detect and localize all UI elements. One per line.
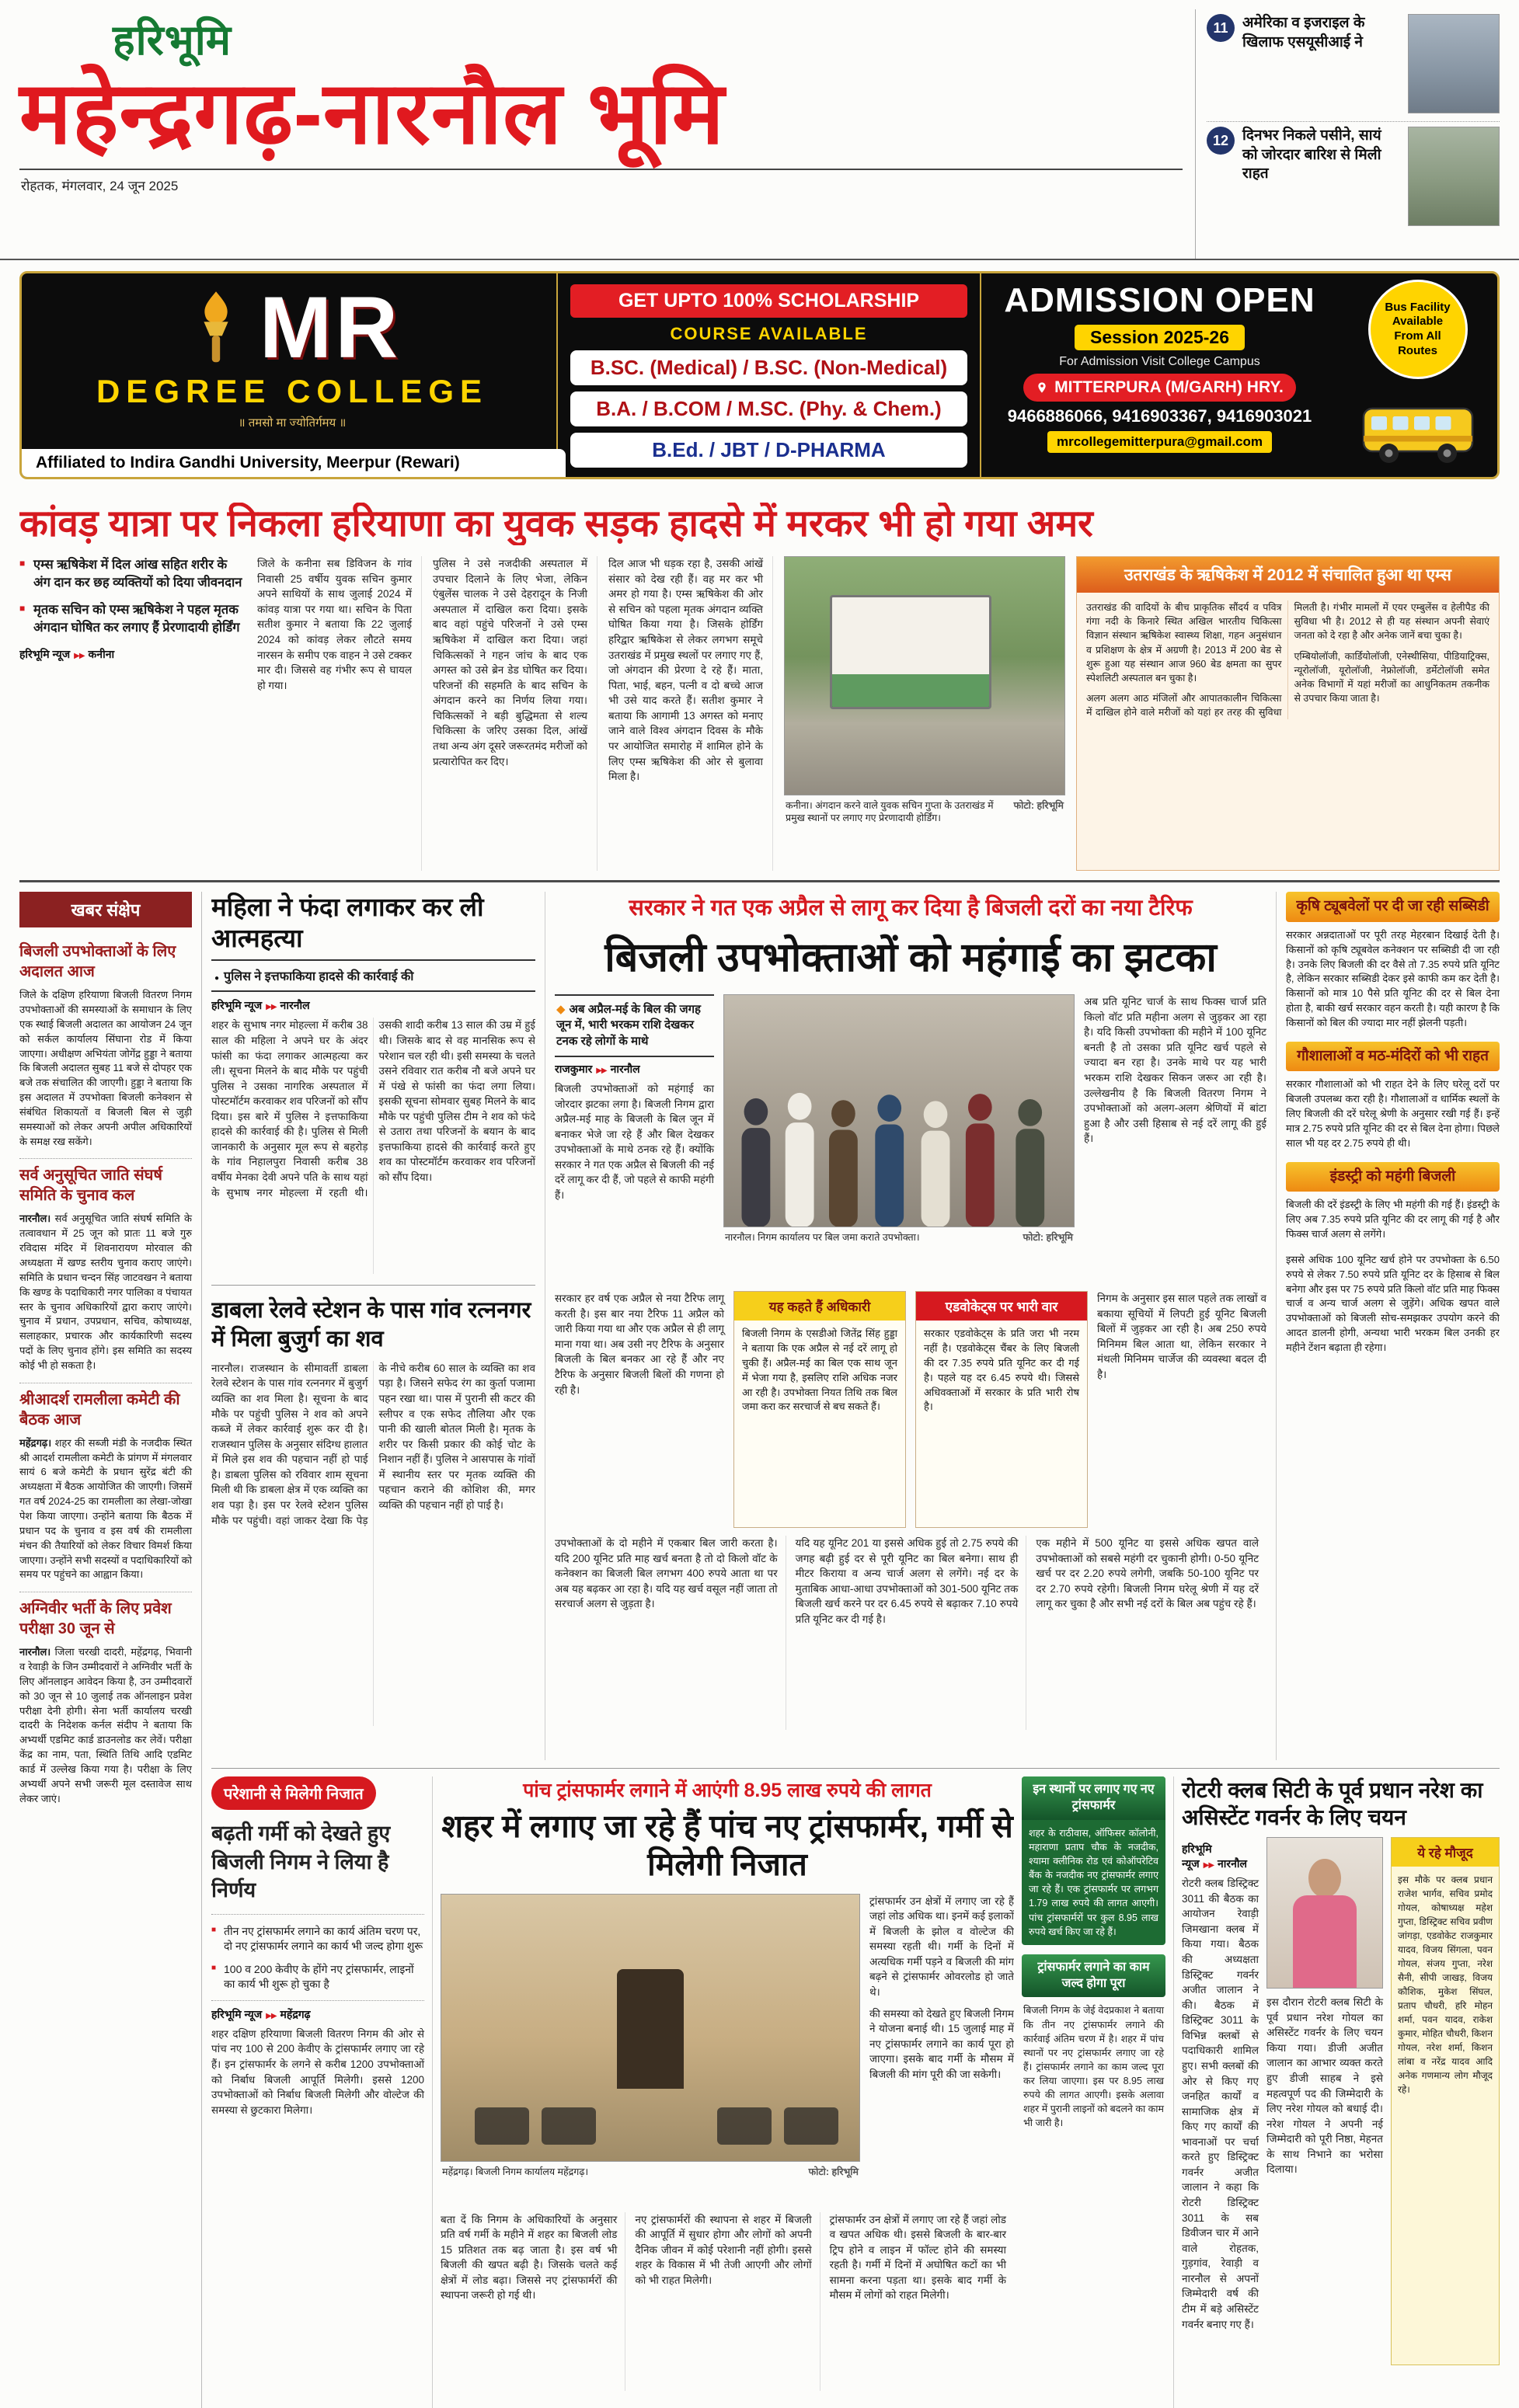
story-headline: रोटरी क्लब सिटी के पूर्व प्रधान नरेश का असिस्टेंट गवर्नर के लिए चयन bbox=[1182, 1778, 1483, 1830]
article-column: जिले के कनीना सब डिविजन के गांव निवासी 25 वर्षीय युवक सचिन कुमार अपने साथियों के साथ जुलाई 2024 में कांवड़ यात्रा पर गया था। सचिन के पिता सतीश कुमार ने बताया कि 22 जुलाई 2024 को कांवड़ लेकर लौटते समय नारसन के समीप एक वाहन ने उसे टक्कर मार दी। जिससे वह गंभीर रूप से घायल हो गया। bbox=[257, 556, 422, 871]
masthead-briefs bbox=[1195, 9, 1500, 259]
photo-credit: फोटो: हरिभूमि bbox=[1013, 800, 1064, 812]
college-email: mrcollegemitterpura@gmail.com bbox=[1047, 431, 1272, 453]
lead-photo-figure bbox=[784, 556, 1065, 871]
ad-bus-section bbox=[1338, 273, 1497, 477]
story-divider bbox=[211, 1285, 535, 1286]
transformer-story bbox=[441, 1776, 1014, 2408]
byline: हरिभूमि न्यूज ▶▶ कनीना bbox=[19, 647, 246, 662]
article-column: बता दें कि निगम के अधिकारियों के अनुसार प्रति वर्ष गर्मी के महीने में शहर का बिजली लोड 15 प्रतिशत तक बढ़ जाता है। इस वर्ष भी बिजली की खपत बढ़ी है। जिसके चलते कई क्षेत्रों में लोड बढ़ा। जिससे नए ट्रांसफार्मरों की स्थापना जरूरी हो गई थी। bbox=[441, 2212, 625, 2391]
photo-caption: फोटो: हरिभूमि महेंद्रगढ़। बिजली निगम कार्यालय महेंद्रगढ़। bbox=[442, 2166, 859, 2177]
suicide-story bbox=[211, 892, 535, 1274]
article-column: बिजली उपभोक्ताओं को महंगाई का जोरदार झटका लगा है। बिजली निगम द्वारा अप्रैल-मई माह के बिजली के बिल जून में बनाकर भेजे जा रहे हैं और बिल देखकर उपभोक्ताओं के माथे ठनक रहे हैं। क्योंकि सरकार ने गत एक अप्रैल से बिजली की नई दरें लागू कर दी हैं, जो पहले से काफी महंगी हैं। bbox=[555, 1082, 714, 1201]
masthead-brief-item bbox=[1207, 9, 1500, 121]
brief-headline: अमेरिका व इजराइल के खिलाफ एसयूसीआई ने bbox=[1242, 15, 1365, 50]
ad-courses bbox=[558, 273, 981, 477]
highlight-point: ■ मृतक सचिन को एम्स ऋषिकेश ने पहल मृतक अंगदान घोषित कर लगाए हैं प्रेरणादायी होर्डिंग bbox=[19, 601, 246, 637]
gaushala-box: गौशालाओं व मठ-मंदिरों को भी राहत सरकार गौशालाओं को भी राहत देने के लिए घरेलू दरों पर बिजली उपलब्ध करा रही है। गौशालाओं व धार्मिक स्थलों के लिए बिजली की दरें घरेलू श्रेणी के अनुसार रखी गई हैं। इन्हें मात्र 2.75 रुपये प्रति यूनिट की दर से बिल देना होगा। पिछले साल भी यह दर 2.75 रुपये ही थी। bbox=[1286, 1042, 1500, 1151]
crowd-photo-figure bbox=[723, 994, 1075, 1283]
parked-bike bbox=[542, 2107, 596, 2145]
relief-point: ■ तीन नए ट्रांसफार्मर लगाने का कार्य अंतिम चरण पर, दो नए ट्रांसफार्मर लगाने का कार्य भी जल्द होगा शुरू bbox=[211, 1924, 424, 1954]
page-title: महेन्द्रगढ़-नारनौल भूमि bbox=[19, 64, 725, 162]
course-ba: B.A. / B.COM / M.SC. (Phy. & Chem.) bbox=[570, 391, 967, 426]
green-boxes-column bbox=[1022, 1776, 1165, 2408]
box-title: ये रहे मौजूद bbox=[1392, 1838, 1499, 1867]
highlight-point: ■ एम्स ऋषिकेश में दिल आंख सहित शरीर के अंग दान कर छह व्यक्तियों को दिया जीवनदान bbox=[19, 556, 246, 592]
article-side-column: ट्रांसफार्मर उन क्षेत्रों में लगाए जा रहे हैं जहां लोड अधिक था। इनमें कई इलाकों में बिजली के झोल व वोल्टेज की समस्या रहती थी। गर्मी के दिनों में अत्यधिक गर्मी पड़ने व बिजली की मांग बढ़ने से ट्रांसफार्मर ओवरलोड हो जाते थे। की समस्या को देखते हुए बिजली निगम ने योजना बनाई थी। 15 जुलाई माह में नए ट्रांसफार्मर लगाने का कार्य पूरा हो जाएगा। इसके बाद गर्मी के मौसम में बिजली की मांग पूरी की जा सकेगी। bbox=[869, 1895, 1014, 2080]
hoarding-board bbox=[830, 595, 992, 709]
photo-caption: फोटो: हरिभूमि कनीना। अंगदान करने वाले युवक सचिन गुप्ता के उतराखंड में प्रमुख स्थानों पर लगाए गए प्रेरणादायी होर्डिंग। bbox=[786, 800, 1064, 824]
session-badge: Session 2025-26 bbox=[1075, 325, 1245, 350]
story-kicker: सरकार ने गत एक अप्रैल से लागू कर दिया है बिजली दरों का नया टैरिफ bbox=[629, 896, 1193, 921]
parked-bike bbox=[717, 2107, 772, 2145]
relief-column bbox=[211, 1776, 433, 2408]
attendees-box: ये रहे मौजूद इस मौके पर क्लब प्रधान राजेश भार्गव, सचिव प्रमोद गोयल, कोषाध्यक्ष महेश गुप्ता, डिस्ट्रिक्ट सचिव प्रवीण जांगड़ा, एडवोकेट राजकुमार यादव, विजय सिंगला, पवन गोयल, संजय गुप्ता, नरेश सैनी, सीपी जाखड़, विजय कौशिक, मुकेश सिंघल, प्रताप चौधरी, हरि मोहन शर्मा, पवन यादव, राकेश कुमार, मोहित चौधरी, किशन गोयल, नरेश शर्मा, किशन लांबा व नरेंद्र यादव आदि अनेक गणमान्य लोग मौजूद रहे। bbox=[1391, 1837, 1500, 2365]
section-divider bbox=[19, 880, 1500, 882]
college-torch-logo bbox=[183, 287, 249, 368]
speaker-photo bbox=[1266, 1837, 1383, 1989]
advocates-box: एडवोकेट्स पर भारी वार सरकार एडवोकेट्स के प्रति जरा भी नरम नहीं है। एडवोकेट्स चैंबर के लिए बिजली की दर 7.35 रुपये प्रति यूनिट कर दी गई है। पहले यह दर 6.45 रुपये थी। जिससे अधिवक्ताओं में सरकार के प्रति भारी रोष है। bbox=[915, 1291, 1088, 1528]
story-kicker: पांच ट्रांसफार्मर लगाने में आएंगी 8.95 लाख रुपये की लागत bbox=[523, 1780, 932, 1802]
photo-credit: फोटो: हरिभूमि bbox=[1023, 1232, 1073, 1244]
speaker-body bbox=[1293, 1895, 1357, 1989]
lead-story bbox=[0, 490, 1519, 871]
relief-badge: परेशानी से मिलेगी निजात bbox=[211, 1776, 376, 1810]
scholarship-banner: GET UPTO 100% SCHOLARSHIP bbox=[570, 284, 967, 318]
ad-college-identity bbox=[22, 273, 558, 477]
rail-tail-text: इससे अधिक 100 यूनिट खर्च होने पर उपभोक्ता के 6.50 रुपये से लेकर 7.50 रुपये प्रति यूनिट दर के हिसाब से बिल बनेगा और इस पर 75 रुपये प्रति किलो वॉट प्रति माह फिक्स चार्ज व अन्य चार्ज अलग से जुड़ेंगे। अधिक खपत वाले उपभोक्ताओं को बिजली सोच-समझकर उपयोग करने की आदत डालनी होगी, अन्यथा भारी भरकम बिल उनकी हर महीने टेंशन बढ़ाता ही रहेगा। bbox=[1286, 1253, 1500, 1353]
dateline: रोहतक, मंगलवार, 24 जून 2025 bbox=[21, 178, 179, 193]
relief-point: ■ 100 व 200 केवीए के होंगे नए ट्रांसफार्मर, लाइनों का कार्य भी शुरू हो चुका है bbox=[211, 1962, 424, 1992]
location-pin-icon bbox=[1036, 381, 1048, 394]
article-column: यदि यह यूनिट 201 या इससे अधिक हुई तो 2.75 रुपये की जगह बढ़ी हुई दर से पूरी यूनिट का बिल बनेगा। साथ ही मीटर किराया व अन्य चार्ज अलग से लगेंगे। नई दर के मुताबिक आधा-आधा उपभोक्ताओं को 301-500 यूनिट तक बिजली खर्च करने पर दर 6.45 रुपये से बढ़ाकर 7.10 रुपये प्रति यूनिट कर दी गई है। bbox=[796, 1536, 1027, 1730]
masthead-left bbox=[19, 9, 1195, 259]
sidebox-title: उतराखंड के ऋषिकेश में 2012 में संचालित हुआ था एम्स bbox=[1077, 557, 1499, 593]
ad-admission-info bbox=[981, 273, 1338, 477]
article-column: शहर दक्षिण हरियाणा बिजली वितरण निगम की ओर से पांच नए 100 से 200 केवीए के ट्रांसफार्मर लगाए जा रहे हैं। इन ट्रांसफार्मर के लगने से करीब 1200 उपभोक्ताओं को निर्बाध बिजली आपूर्ति मिलेगी। इससे 1200 उपभोक्ताओं को निर्बाध बिजली मिलेगी और वोल्टेज की समस्या से छुटकारा मिलेगा। bbox=[211, 2027, 424, 2116]
parked-bike bbox=[475, 2107, 529, 2145]
box-title: यह कहते हैं अधिकारी bbox=[734, 1292, 905, 1321]
byline: हरिभूमि न्यूज ▶▶ नारनौल bbox=[211, 998, 535, 1013]
hoarding-photo bbox=[784, 556, 1065, 795]
story-body: नारनौल। राजस्थान के सीमावर्ती डाबला रेलवे स्टेशन के पास गांव रत्ननगर में बुजुर्ग व्यक्ति का शव मिला है। सूचना के बाद मौके पर पहुंची पुलिस ने शव को अपने कब्जे में लेकर कार्रवाई शुरू कर दी है। राजस्थान पुलिस के अनुसार संदिग्ध हालात में मिले इस शव की पहचान नहीं हो पाई है। डाबला पुलिस को रविवार शाम सूचना मिली थी कि डाबला क्षेत्र में एक व्यक्ति का शव पड़ा है। इस पर रेलवे स्टेशन पुलिस मौके पर पहुंची। वहां जाकर देखा कि पेड़ के नीचे करीब 60 साल के व्यक्ति का शव पड़ा है। जिसने सफेद रंग का कुर्ता पजामा पहन रखा था। पास में पुरानी सी कटर की स्लीपर व एक सफेद तौलिया और एक पानी की खाली बोतल मिली है। मृतक के शरीर पर किसी प्रकार की कोई चोट के निशान नहीं हैं। पुलिस ने आसपास के गांवों में स्थानीय स्तर पर मृतक व्यक्ति की पहचान कराने की कोशिश की, मगर व्यक्ति की पहचान नहीं हो पाई है। bbox=[211, 1362, 535, 1526]
rail-box-title: गौशालाओं व मठ-मंदिरों को भी राहत bbox=[1286, 1042, 1500, 1072]
college-affiliation: Affiliated to Indira Gandhi University, Meerpur (Rewari) bbox=[22, 449, 566, 477]
course-bsc: B.SC. (Medical) / B.SC. (Non-Medical) bbox=[570, 350, 967, 385]
college-address: MITTERPURA (M/GARH) HRY. bbox=[1023, 374, 1296, 402]
power-tariff-story bbox=[555, 892, 1266, 1760]
brand-logo: हरिभूमि bbox=[113, 17, 232, 64]
brief-headline: दिनभर निकले पसीने, सायं को जोरदार बारिश से मिली राहत bbox=[1242, 127, 1381, 183]
college-name: DEGREE COLLEGE bbox=[96, 373, 489, 409]
sidebox-body: उतराखंड की वादियों के बीच प्राकृतिक सौंदर्य व पवित्र गंगा नदी के किनारे स्थित अखिल भारतीय चिकित्सा विज्ञान संस्थान ऋषिकेश स्वास्थ्य शिक्षा, गहन अनुसंधान व प्रशिक्षण के क्षेत्र में अग्रणी है। 2013 में 200 बेड से शुरू हुआ यह संस्थान आज 960 बेड क्षमता का सुपर स्पेशलिटी अस्पताल बन चुका है। अलग अलग आठ मंजिलों और आपातकालीन चिकित्सा में दाखिल होने वाले मरीजों को यहां हर तरह की सुविधा मिलती है। गंभीर मामलों में एयर एम्बुलेंस व हेलीपैड की सुविधा भी है। 2012 से ही यह संस्थान अपनी सेवाएं जनता को दे रहा है और अनेक जानें बचा चुका है। एम्बियोलॉजी, कार्डियोलॉजी, एनेस्थीसिया, पीडियाट्रिक्स, न्यूरोलॉजी, यूरोलॉजी, नेफ्रोलॉजी, डर्मेटोलॉजी समेत अनेक विभागों में यहां मरीजों का आधुनिकतम तकनीक से उपचार किया जाता है। bbox=[1086, 602, 1489, 719]
box-title: इन स्थानों पर लगाए गए नए ट्रांसफार्मर bbox=[1022, 1776, 1165, 1820]
news-brief: सर्व अनुसूचित जाति संघर्ष समिति के चुनाव कल नारनौल। सर्व अनुसूचित जाति संघर्ष समिति के तत्वावधान में 25 जून को प्रातः 11 बजे गुरु रविदास मंदिर में शिवनारायण मोरवाल की अध्यक्षता में खण्ड स्तरीय चुनाव कराए जाएंगे। समिति के प्रधान चन्दन सिंह जाटवखन ने बताया कि खण्ड के पदाधिकारी नगर पालिका व पंचायत स्तर के चुनाव अधिकारियों द्वारा कराए जाएंगे। चुनाव में प्रधान, उपप्रधान, सचिव, कोषाध्यक्ष, सलाहकार, प्रचारक और कार्यकारिणी सदस्य पदों के लिए चुनाव होंगे। इस समिति का सदस्य कोई भी हो सकता है। bbox=[19, 1158, 192, 1382]
photo-credit: फोटो: हरिभूमि bbox=[808, 2166, 859, 2177]
speaker-head bbox=[1308, 1859, 1340, 1898]
story-subhead: ● पुलिस ने इत्तफाकिया हादसे की कार्रवाई की bbox=[211, 959, 535, 992]
college-motto: ॥ तमसो मा ज्योतिर्गमय ॥ bbox=[238, 416, 347, 430]
article-column: पुलिस ने उसे नजदीकी अस्पताल में उपचार दिलाने के लिए भेजा, लेकिन एंबुलेंस चालक ने उसे देहरादून के निजी अस्पताल में दाखिल करा दिया। इसके बाद वहां पहुंचे परिजनों ने उसे एम्स ऋषिकेश में दाखिल करा दिया। जहां चिकित्सकों ने गहन जांच के बाद एक अगस्त को उसे ब्रेन डेड घोषित कर दिया। परिजनों की सहमति के बाद सचिन के अंगदान करने का निर्णय लिया गया। चिकित्सकों ने बड़ी बुद्धिमता से शल्य चिकित्सा के जरिए उसका दिल, आंखें तथा अन्य अंग दूसरे जरूरतमंद मरीजों को प्रत्यारोपित कर दिए। bbox=[433, 556, 597, 871]
bill-counter-photo bbox=[723, 994, 1075, 1227]
story-bullet: ◆ अब अप्रैल-मई के बिल की जगह जून में, भारी भरकम राशि देखकर टनक रहे लोगों के माथे bbox=[555, 994, 714, 1057]
article-column: हरिभूमि न्यूज ▶▶ नारनौल रोटरी क्लब डिस्ट्रिक्ट 3011 की बैठक का आयोजन रेवाड़ी जिमखाना क्लब में किया गया। बैठक की अध्यक्षता डिस्ट्रिक्ट गवर्नर अजीत जालान ने की। बैठक में डिस्ट्रिक्ट 3011 के विभिन्न क्लबों से पदाधिकारी शामिल हुए। सभी क्लबों की ओर से किए गए जनहित कार्यों व सामाजिक क्षेत्र में किए गए कार्यों की भावनाओं पर चर्चा करते हुए डिस्ट्रिक्ट गवर्नर अजीत जालान ने कहा कि रोटरी डिस्ट्रिक्ट 3011 के सब डिवीजन चार में आने वाले रोहतक, गुड़गांव, रेवाड़ी व नारनौल से अपनों जिम्मेदारी वर्ष की टीम में बड़े असिस्टेंट गवर्नर बनाए गए हैं। bbox=[1182, 1837, 1259, 2365]
byline: हरिभूमि न्यूज ▶▶ महेंद्रगढ़ bbox=[211, 2000, 424, 2022]
second-column-stories bbox=[211, 892, 545, 1760]
crowd-silhouettes bbox=[724, 1065, 1074, 1227]
news-briefs-header: खबर संक्षेप bbox=[19, 892, 192, 927]
power-office-photo bbox=[441, 1894, 860, 2162]
college-advertisement bbox=[19, 271, 1500, 479]
article-column: सरकार हर वर्ष एक अप्रैल से नया टैरिफ लागू करती है। इस बार नया टैरिफ 11 अप्रैल को जारी किया गया था और एक अप्रैल से ही लागू माना गया था। अब उसी नए टैरिफ के अनुसार बिजली के बिल बनकर आ रहे हैं और नए टैरिफ के अनुसार बिजली बिलों की गणना हो रही है। bbox=[555, 1293, 724, 1396]
subsidy-box: कृषि ट्यूबवेलों पर दी जा रही सब्सिडी सरकार अन्नदाताओं पर पूरी तरह मेहरबान दिखाई देती है। किसानों को कृषि ट्यूबवेल कनेक्शन पर सब्सिडी दी जा रही है। उनके लिए बिजली की दर वैसे तो 7.35 रुपये प्रति यूनिट है, लेकिन सरकार सब्सिडी देकर इसे काफी कम कर देती है। किसानों को मात्र 10 पैसे प्रति यूनिट की दर से बिल देना होता है, बाकी खर्च सरकार वहन करती है। यही कारण है कि किसानों को बिल की ज्यादा मार नहीं झेलनी पड़ती। bbox=[1286, 892, 1500, 1031]
dabla-story bbox=[211, 1296, 535, 1726]
right-rail bbox=[1276, 892, 1500, 1760]
rail-box-title: इंडस्ट्री को महंगी बिजली bbox=[1286, 1162, 1500, 1192]
box-title: ट्रांसफार्मर लगाने का काम जल्द होगा पूरा bbox=[1022, 1954, 1165, 1998]
news-brief: बिजली उपभोक्ताओं के लिए अदालत आज जिले के दक्षिण हरियाणा बिजली वितरण निगम उपभोक्ताओं की समस्याओं के समाधान के लिए एक स्थाई बिजली अदालत का आयोजन 24 जून को सर्कल कार्यालय सिंघाना रोड में किया जाएगा। अधीक्षण अभियंता जोगेंद्र हुड्डा ने बताया कि बिजली अदालत सुबह 11 बजे से दोपहर एक बजे तक संचालित की जाएगी। हुड्डा ने बताया कि इस अदालत में उपभोक्ता बिजली कनेक्शन से संबंधित शिकायतों व बिजली बिल से जुड़ी समस्याओं को लेकर अपनी अपील अधिकारियों के समक्ष रख सकेंगे। bbox=[19, 943, 192, 1147]
article-column: दिल आज भी धड़क रहा है, उसकी आंखें संसार को देख रही हैं। वह मर कर भी अमर हो गया है। एम्स ऋषिकेश की ओर से सचिन को पहला मृतक अंगदान व्यक्ति घोषित किया गया है। जिसके होर्डिंग हरिद्वार ऋषिकेश से लेकर लगभग समूचे उतराखंड में प्रमुख स्थलों पर लगाए गए हैं, जो अंगदान की प्रेरणा दे रहे हैं। माता, पिता, भाई, बहन, पत्नी व दो बच्चे आज भी उसे याद करते हैं। सतीश कुमार ने बताया कि आगामी 13 अगस्त को मनाए जाने वाले विश्व अंगदान दिवस के मौके पर आयोजित समारोह में शामिल होने के लिए एम्स ऋषिकेश की ओर से बुलावा मिला है। bbox=[608, 556, 773, 871]
office-photo-figure bbox=[441, 1894, 860, 2204]
lead-highlights bbox=[19, 556, 246, 871]
officials-quote-box: यह कहते हैं अधिकारी बिजली निगम के एसडीओ जितेंद्र सिंह हुड्डा ने बताया कि एक अप्रैल से नई दरें लागू हो चुकी हैं। अप्रैल-मई का बिल एक साथ जून में भेजा गया है, इसलिए राशि अधिक नजर आ रही है। उपभोक्ता नियत तिथि तक बिल जमा करा कर सरचार्ज से बच सकते हैं। bbox=[733, 1291, 906, 1528]
brief-photo-rain bbox=[1408, 127, 1500, 226]
byline: हरिभूमि न्यूज ▶▶ नारनौल bbox=[1182, 1842, 1259, 1871]
story-headline: डाबला रेलवे स्टेशन के पास गांव रत्ननगर में मिला बुजुर्ग का शव bbox=[211, 1298, 531, 1352]
college-initials: MR bbox=[259, 279, 402, 376]
lead-headline: कांवड़ यात्रा पर निकला हरियाणा का युवक सड़क हादसे में मरकर भी हो गया अमर bbox=[19, 503, 1093, 545]
news-briefs-column bbox=[19, 892, 202, 2408]
masthead bbox=[0, 0, 1519, 260]
article-column: निगम के अनुसार इस साल पहले तक लाखों व बकाया सूचियों में लिपटी हुई यूनिट बिजली बिलों में जुड़कर आ रही है। अब 250 रुपये मिनिमम बिल आता था, लेकिन सरकार ने मंथली मिनिमम चार्जेज की व्यवस्था बदल दी है। bbox=[1097, 1293, 1266, 1380]
course-available-label: COURSE AVAILABLE bbox=[670, 324, 868, 343]
brief-photo-protest bbox=[1408, 14, 1500, 113]
admission-open-label: ADMISSION OPEN bbox=[1004, 281, 1315, 319]
course-bed: B.Ed. / JBT / D-PHARMA bbox=[570, 433, 967, 468]
transformer-locations-box: इन स्थानों पर लगाए गए नए ट्रांसफार्मर शहर के राठीवास, ऑफिसर कॉलोनी, महाराणा प्रताप चौक के नजदीक, श्यामा क्लीनिक रोड एवं कोऑपरेटिव बैंक के नजदीक नए ट्रांसफार्मर लगाए जा रहे हैं। एक ट्रांसफार्मर पर लगभग 1.79 लाख रुपये की लागत आएगी। पांच ट्रांसफार्मरों पर कुल 8.95 लाख रुपये खर्च किए जा रहे हैं। bbox=[1022, 1776, 1165, 1945]
story-body: शहर के सुभाष नगर मोहल्ला में करीब 38 साल की महिला ने अपने घर के अंदर फांसी का फंदा लगाकर आत्महत्या कर ली। सूचना मिलने के बाद मौके पर पहुंची पुलिस ने उसका नागरिक अस्पताल में पोस्टमॉर्टम करवाकर शव परिजनों को सौंप दिया। इस बारे में पुलिस ने इत्तफाकिया हादसे की कार्रवाई की है। पुलिस से मिली जानकारी के अनुसार मूल रूप से बहरोड़ के गांव निहालपुरा निवासी करीब 38 वर्षीय मेनका देवी अपने पति के साथ यहां के सुभाष नगर मोहल्ला में रहती थी। उसकी शादी करीब 13 साल की उम्र में हुई थी। जिसके बाद से वह मानसिक रूप से परेशान चल रही थी। इसी समस्या के चलते उसने रविवार रात करीब नौ बजे अपने घर में पंखे से फांसी का फंदा लगा लिया। इसकी सूचना सोमवार सुबह मिलने के बाद मौके पर पहुंची पुलिस टीम ने शव को फंदे से उतारा तथा परिजनों के बयान के बाद इत्तफाकिया हादसे की कार्रवाई करते हुए शव का पोस्टमॉर्टम करवाकर शव परिजनों को सौंप दिया। bbox=[211, 1019, 535, 1199]
industry-box: इंडस्ट्री को महंगी बिजली बिजली की दरें इंडस्ट्री के लिए भी महंगी की गई हैं। इंडस्ट्री के लिए अब 7.35 रुपये प्रति यूनिट की दर लागू की गई है और फिक्स चार्ज अलग से लगेंगे। bbox=[1286, 1162, 1500, 1242]
work-completion-box: ट्रांसफार्मर लगाने का काम जल्द होगा पूरा बिजली निगम के जेई वेदप्रकाश ने बताया कि तीन नए ट्रांसफार्मर लगाने की कार्रवाई अंतिम चरण में है। शहर में पांच स्थानों पर नए ट्रांसफार्मर लगाए जा रहे हैं। ट्रांसफार्मर लगाने का काम जल्द पूरा कर लिया जाएगा। इस पर 8.95 लाख रुपये की लागत आएगी। इसके अलावा शहर में पुरानी लाइनों को बदलने का काम भी जारी है। bbox=[1022, 1954, 1165, 2137]
box-title: एडवोकेट्स पर भारी वार bbox=[916, 1292, 1087, 1321]
visit-note: For Admission Visit College Campus bbox=[1059, 355, 1260, 368]
page-number-badge: 11 bbox=[1207, 14, 1235, 42]
article-column: उपभोक्ताओं के दो महीने में एकबार बिल जारी करता है। यदि 200 यूनिट प्रति माह खर्च बनता है तो दो किलो वॉट के कनेक्शन का बिजली बिल लगभग 400 रुपये आता था पर अब यह बढ़कर आ रहा है। यदि यह खर्च वसूल नहीं जाता तो सरचार्ज अलग से जुड़ता है। bbox=[555, 1536, 786, 1730]
page-number-badge: 12 bbox=[1207, 127, 1235, 155]
article-column: नए ट्रांसफार्मरों की स्थापना से शहर में बिजली की आपूर्ति में सुधार होगा और लोगों को अपनी दैनिक जीवन में कोई परेशानी नहीं होगी। इससे शहर के विकास में भी तेजी आएगी और लोगों को भी राहत मिलेगी। bbox=[635, 2212, 820, 2391]
article-column: इस दौरान रोटरी क्लब सिटी के पूर्व प्रधान नरेश गोयल का असिस्टेंट गवर्नर के लिए चयन किया गया। डीजी अजीत जालान का आभार व्यक्त करते हुए डीजी साहब ने इसे महत्वपूर्ण पद की जिम्मेदारी के लिए नरेश गोयल को बधाई दी। नरेश गोयल ने अपनी नई जिम्मेदारी को पूरी निष्ठा, मेहनत के साथ निभाने का भरोसा दिलाया। bbox=[1266, 1837, 1383, 2365]
byline: राजकुमार ▶▶ नारनौल bbox=[555, 1062, 714, 1077]
college-phone-numbers: 9466886066, 9416903367, 9416903021 bbox=[1007, 406, 1312, 426]
story-headline: महिला ने फंदा लगाकर कर ली आत्महत्या bbox=[211, 893, 484, 952]
rail-box-title: कृषि ट्यूबवेलों पर दी जा रही सब्सिडी bbox=[1286, 892, 1500, 922]
article-column: अब प्रति यूनिट चार्ज के साथ फिक्स चार्ज प्रति किलो वॉट प्रति महीना अलग से जुड़कर आ रहा है। यदि किसी उपभोक्ता की महीने में 100 यूनिट बनती है तो उसका प्रति यूनिट खर्च पहले से ज्यादा बन रहा है। उनके माथे पर यह भारी भरकम राशि देखकर सिकन जरूर आ रही है। उल्लेखनीय है कि बिजली वितरण निगम ने उपभोक्ताओं को अलग-अलग श्रेणियों में बांटा हुआ है और उसी हिसाब से नई दरें लागू की हुई हैं। bbox=[1084, 996, 1266, 1145]
office-door bbox=[617, 1969, 684, 2089]
school-bus-image bbox=[1348, 393, 1488, 471]
parked-bike bbox=[784, 2107, 838, 2145]
bus-facility-badge: Bus Facility Available From All Routes bbox=[1368, 280, 1468, 379]
masthead-brief-item bbox=[1207, 121, 1500, 234]
story-headline: शहर में लगाए जा रहे हैं पांच नए ट्रांसफार्मर, गर्मी से मिलेगी निजात bbox=[441, 1808, 1013, 1883]
aiims-sidebox bbox=[1076, 556, 1500, 871]
relief-statement: बढ़ती गर्मी को देखते हुए बिजली निगम ने लिया है निर्णय bbox=[211, 1819, 424, 1914]
news-brief: अग्निवीर भर्ती के लिए प्रवेश परीक्षा 30 जून से नारनौल। जिला चरखी दादरी, महेंद्रगढ़, भिवानी व रेवाड़ी के जिन उम्मीदवारों ने अग्निवीर भर्ती के लिए ऑनलाइन आवेदन किया है, उन उम्मीदवारों को 30 जून से 10 जुलाई तक ऑनलाइन प्रवेश परीक्षा देनी होगी। सेना भर्ती कार्यालय चरखी दादरी के निदेशक कर्नल संदीप ने बताया कि अभ्यर्थी एडमिट कार्ड डाउनलोड कर लेवें। परीक्षा केंद्र का नाम, पता, स्थिति तिथि आदि एडमिट कार्ड में उल्लेख किया गया है। परीक्षा के लिए अभ्यर्थी अपने सभी जरूरी मूल दस्तावेज साथ लेकर जाएं। bbox=[19, 1592, 192, 1815]
article-column: एक महीने में 500 यूनिट या इससे अधिक खपत वाले उपभोक्ताओं को सबसे महंगी दर चुकानी होगी। 0-50 यूनिट खर्च पर दर 2.20 रुपये लगेगी, जबकि 50-100 यूनिट पर दर 2.70 रुपये रहेगी। बिजली निगम घरेलू श्रेणी में यह दरें लागू कर चुका है और सभी नई दरों के बिल अब पहुंच रहे हैं। bbox=[1036, 1537, 1259, 1610]
photo-caption: फोटो: हरिभूमि नारनौल। निगम कार्यालय पर बिल जमा कराते उपभोक्ता। bbox=[725, 1232, 1073, 1244]
rotary-story bbox=[1173, 1776, 1500, 2408]
news-brief: श्रीआदर्श रामलीला कमेटी की बैठक आज महेंद्रगढ़। शहर की सब्जी मंडी के नजदीक स्थित श्री आदर्श रामलीला कमेटी के प्रांगण में मंगलवार सायं 6 बजे कमेटी के प्रधान सुरेंद्र बंटी की अध्यक्षता में बैठक आयोजित की जाएगी। जिसमें गत वर्ष 2024-25 का रामलीला का लेखा-जोखा पेश किया जाएगा। उन्होंने बताया कि बैठक में प्रधान पद के चुनाव व इस वर्ष की रामलीला मंचन की तैयारियों को लेकर विचार विमर्श किया जाएगा। उन्होंने सभी सदस्यों व पदाधिकारियों को समय पर पहुंचने का आह्वान किया। bbox=[19, 1383, 192, 1592]
article-column: ट्रांसफार्मर उन क्षेत्रों में लगाए जा रहे हैं जहां लोड व खपत अधिक थी। इससे बिजली के बार-बार ट्रिप होने व लाइन में फॉल्ट होने की समस्या रहती है। गर्मी में दिनों में अघोषित कटों का भी सामना करना पड़ता था। इसके बाद गर्मी के मौसम में लोगों को राहत मिलेगी। bbox=[829, 2213, 1006, 2302]
story-headline: बिजली उपभोक्ताओं को महंगाई का झटका bbox=[604, 935, 1217, 981]
